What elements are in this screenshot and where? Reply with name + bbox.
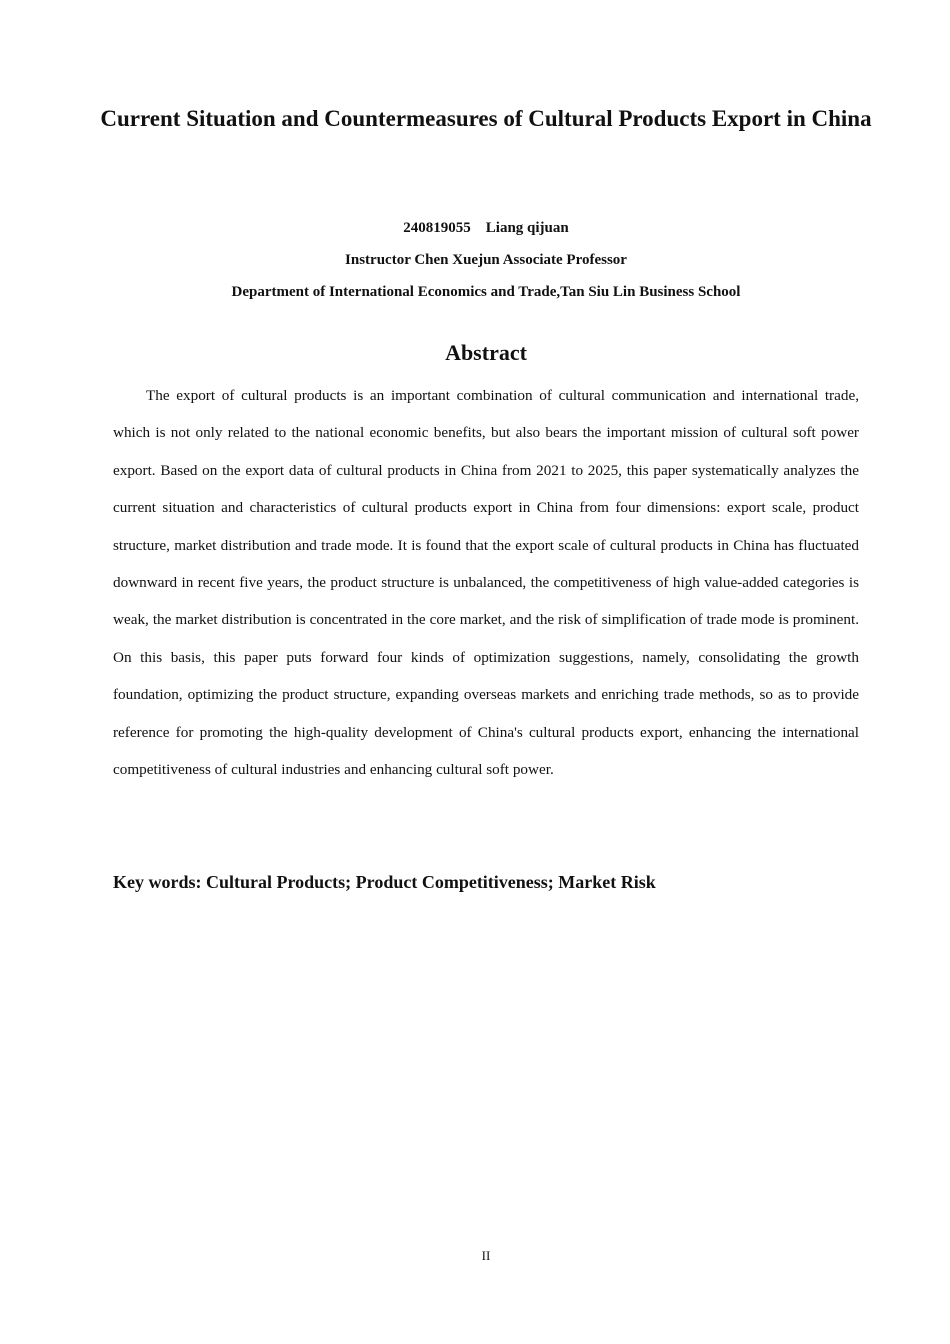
instructor-line: Instructor Chen Xuejun Associate Professor [345, 252, 627, 268]
author-line: 240819055 Liang qijuan [403, 220, 569, 236]
page-number: II [481, 1248, 491, 1263]
keywords-line: Key words: Cultural Products; Product Competitiveness; Market Risk [113, 872, 656, 892]
department-line: Department of International Economics and Trade,Tan Siu Lin Business School [231, 284, 741, 300]
abstract-heading: Abstract [445, 340, 527, 365]
paper-title: Current Situation and Countermeasures of Cultural Products Export in China [100, 106, 872, 131]
abstract-paragraph: The export of cultural products is an important combination of cultural communication and international trade, which is not only related to the national economic benefits, but also bears the important mission of cultural soft power export. Based on the export data of cultural products in China from 2021 to 2025, this paper systematically analyzes the current situation and characteristics of cultural products export in China from four dimensions: export scale, product structure, market distribution and trade mode. It is found that the export scale of cultural products in China has fluctuated downward in recent five years, the product structure is unbalanced, the competitiveness of high value-added categories is weak, the market distribution is concentrated in the core market, and the risk of simplification of trade mode is prominent. On this basis, this paper puts forward four kinds of optimization suggestions, namely, consolidating the growth foundation, optimizing the product structure, expanding overseas markets and enriching trade methods, so as to provide reference for promoting the high-quality development of China's cultural products export, enhancing the international competitiveness of cultural industries and enhancing cultural soft power. [113, 387, 859, 779]
